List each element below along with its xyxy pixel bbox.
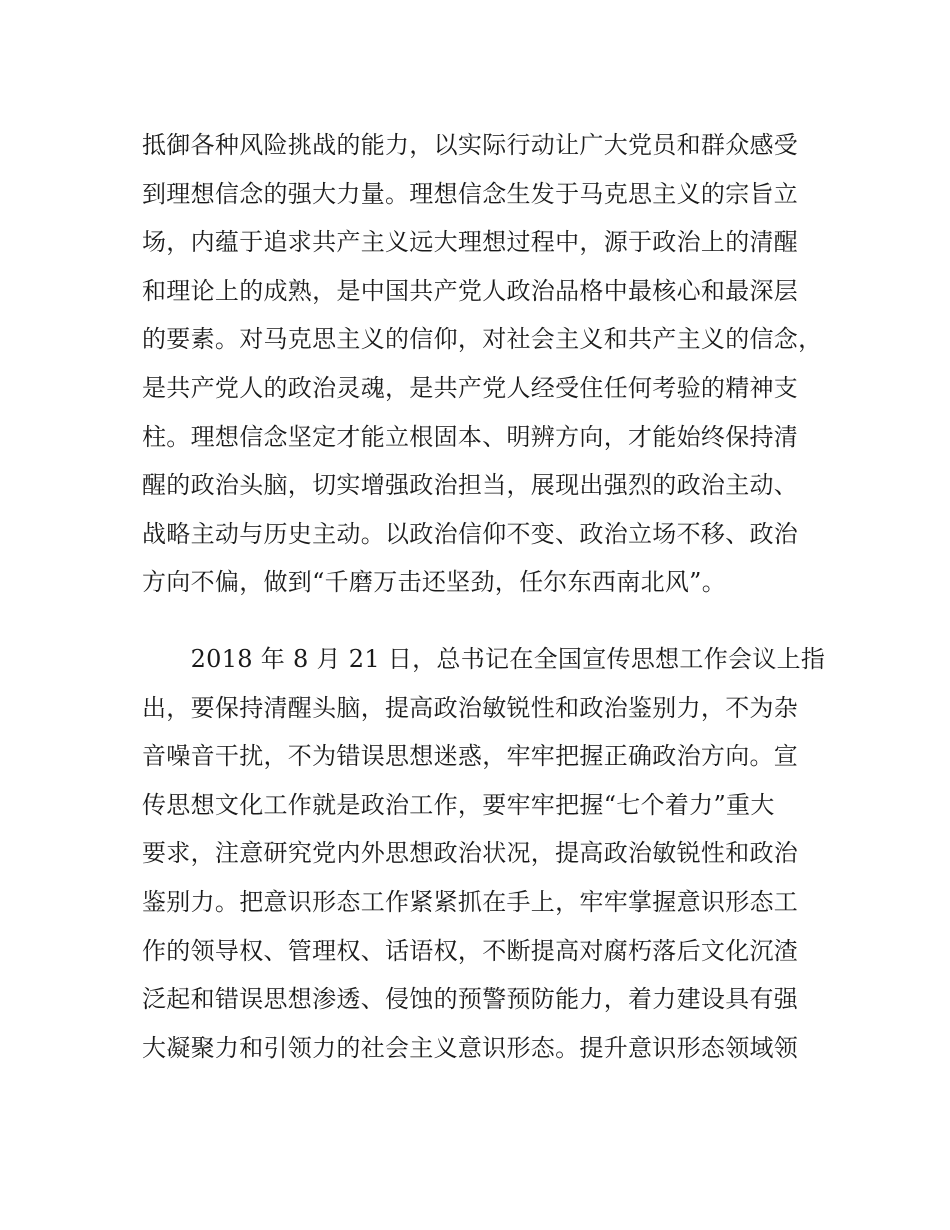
paragraph-spacer — [142, 607, 822, 635]
document-body — [142, 121, 826, 1072]
text-line: 抵御各种风险挑战的能力，以实际行动让广大党员和群众感受 — [142, 131, 799, 159]
text-line: 场，内蕴于追求共产主义远大理想过程中，源于政治上的清醒 — [142, 228, 799, 257]
text-line: 作的领导权、管理权、话语权，不断提高对腐朽落后文化沉渣 — [142, 936, 799, 965]
text-line: 战略主动与历史主动。以政治信仰不变、政治立场不移、政治 — [142, 519, 799, 548]
text-line: 方向不偏，做到“千磨万击还坚劲，任尔东西南北风”。 — [142, 568, 727, 597]
text-line: 出，要保持清醒头脑，提高政治敏锐性和政治鉴别力，不为杂 — [142, 693, 799, 722]
text-line: 2018 年 8 月 21 日，总书记在全国宣传思想工作会议上指 — [142, 644, 826, 673]
text-line: 音噪音干扰，不为错误思想迷惑，牢牢把握正确政治方向。宣 — [142, 742, 799, 771]
text-line: 大凝聚力和引领力的社会主义意识形态。提升意识形态领域领 — [142, 1033, 799, 1062]
text-line: 醒的政治头脑，切实增强政治担当，展现出强烈的政治主动、 — [142, 471, 799, 500]
text-line: 泛起和错误思想渗透、侵蚀的预警预防能力，着力建设具有强 — [142, 985, 799, 1014]
text-line: 到理想信念的强大力量。理想信念生发于马克思主义的宗旨立 — [142, 179, 799, 208]
text-line: 传思想文化工作就是政治工作，要牢牢把握“七个着力”重大 — [142, 790, 775, 819]
text-line: 鉴别力。把意识形态工作紧紧抓在手上，牢牢掌握意识形态工 — [142, 887, 799, 916]
paragraph-2 — [142, 635, 826, 1072]
text-line: 和理论上的成熟，是中国共产党人政治品格中最核心和最深层 — [142, 276, 799, 305]
text-line: 是共产党人的政治灵魂，是共产党人经受住任何考验的精神支 — [142, 373, 799, 402]
text-line: 要求，注意研究党内外思想政治状况，提高政治敏锐性和政治 — [142, 839, 799, 868]
paragraph-1 — [142, 121, 822, 607]
text-line: 的要素。对马克思主义的信仰，对社会主义和共产主义的信念， — [142, 325, 823, 354]
text-line: 柱。理想信念坚定才能立根固本、明辨方向，才能始终保持清 — [142, 422, 799, 451]
